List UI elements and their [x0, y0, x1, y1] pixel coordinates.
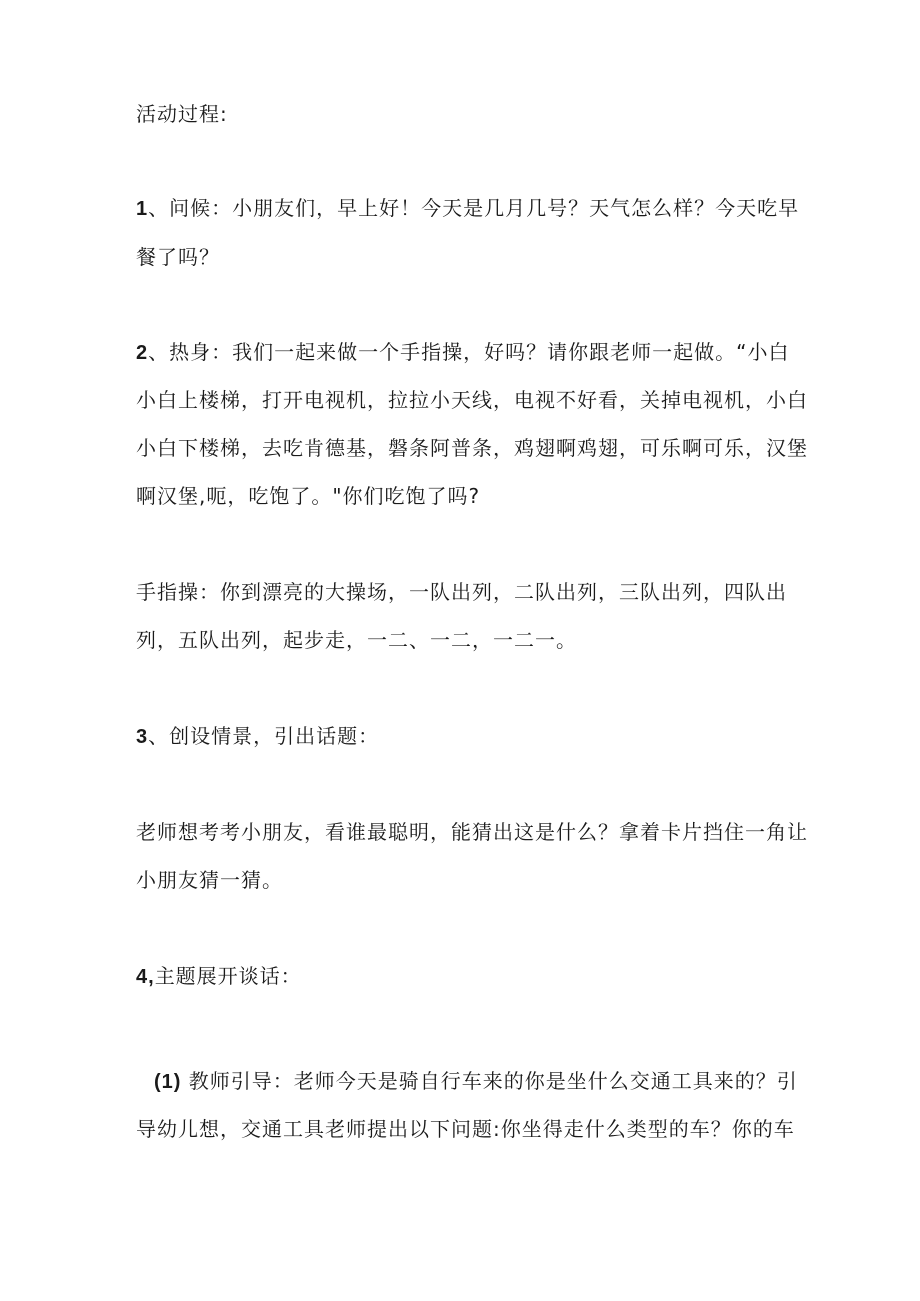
section-heading: 活动过程: — [136, 102, 228, 126]
step4-text: 主题展开谈话： — [154, 964, 302, 988]
step2-line4: 啊汉堡,呃，吃饱了。"你们吃饱了吗? — [136, 484, 481, 508]
step2-number: 2 — [136, 342, 149, 364]
finger-exercise-line1: 手指操：你到漂亮的大操场，一队出列，二队出列，三队出列，四队出 — [136, 580, 787, 604]
step2-line1 — [136, 338, 790, 367]
step3-text: 、创设情景，引出话题： — [148, 724, 380, 748]
step1-line1 — [136, 194, 799, 223]
guess-line2: 小朋友猜一猜。 — [136, 868, 283, 892]
guess-line1: 老师想考考小朋友，看谁最聪明，能猜出这是什么？拿着卡片挡住一角让 — [136, 820, 808, 844]
step3-line — [136, 722, 379, 751]
step3-number: 3 — [136, 726, 149, 748]
point1-number: (1) — [154, 1071, 182, 1093]
step4-line — [136, 962, 302, 991]
step1-line2: 餐了吗？ — [136, 245, 220, 269]
point1-line2: 导幼儿想，交通工具老师提出以下问题:你坐得走什么类型的车？你的车 — [136, 1117, 795, 1141]
finger-exercise-line2: 列，五队出列，起步走，一二、一二，一二一。 — [136, 628, 577, 652]
step2-text: 、热身：我们一起来做一个手指操，好吗？请你跟老师一起做。“小白 — [148, 340, 790, 364]
point1-text: 教师引导：老师今天是骑自行车来的你是坐什么交通工具来的？引 — [181, 1069, 798, 1093]
step4-number: 4, — [136, 966, 155, 988]
step1-number: 1 — [136, 198, 149, 220]
step1-text: 、问候：小朋友们，早上好！今天是几月几号？天气怎么样？今天吃早 — [148, 196, 800, 220]
point1-line1 — [154, 1067, 798, 1096]
step2-line2: 小白上楼梯，打开电视机，拉拉小天线，电视不好看，关掉电视机，小白 — [136, 388, 808, 412]
step2-line3: 小白下楼梯，去吃肯德基，磐条阿普条，鸡翅啊鸡翅，可乐啊可乐，汉堡 — [136, 436, 808, 460]
